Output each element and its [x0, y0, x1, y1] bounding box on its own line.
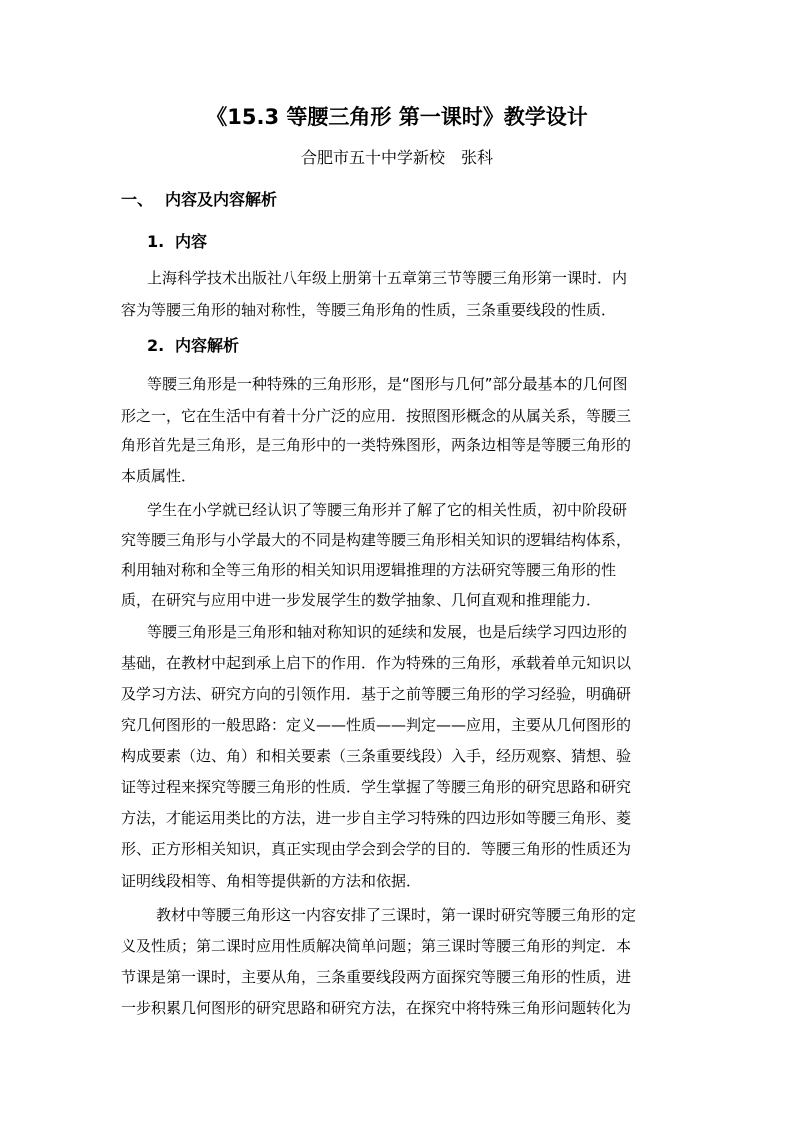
section-heading-1: [121, 185, 277, 215]
paragraph-line: 一步积累几何图形的研究思路和研究方法，在探究中将特殊三角形问题转化为: [121, 999, 632, 1017]
subsection-number: 1.: [147, 232, 165, 251]
paragraph-line: 义及性质；第二课时应用性质解决简单问题；第三课时等腰三角形的判定．本: [121, 937, 632, 955]
paragraph-line: 利用轴对称和全等三角形的相关知识用逻辑推理的方法研究等腰三角形的性: [121, 561, 617, 579]
paragraph-line: 方法，才能运用类比的方法，进一步自主学习特殊的四边形如等腰三角形、菱: [121, 809, 632, 827]
paragraph-line: 证等过程来探究等腰三角形的性质．学生掌握了等腰三角形的研究思路和研究: [121, 778, 632, 796]
paragraph-line: 及学习方法、研究方向的引领作用．基于之前等腰三角形的学习经验，明确研: [121, 685, 632, 703]
paragraph-line: 证明线段相等、角相等提供新的方法和依据．: [121, 872, 422, 890]
section-title: 内容及内容解析: [165, 190, 278, 209]
subsection-heading-content: [147, 227, 207, 257]
paragraph-line: 究等腰三角形与小学最大的不同是构建等腰三角形相关知识的逻辑结构体系，: [121, 531, 632, 549]
subsection-title: 内容解析: [175, 336, 240, 355]
paragraph-line: 教材中等腰三角形这一内容安排了三课时，第一课时研究等腰三角形的定: [156, 906, 637, 924]
paragraph-line: 等腰三角形是三角形和轴对称知识的延续和发展，也是后续学习四边形的: [147, 623, 628, 641]
paragraph-line: 等腰三角形是一种特殊的三角形形，是“图形与几何”部分最基本的几何图: [147, 375, 628, 393]
subsection-title: 内容: [175, 232, 208, 251]
paragraph-line: 上海科学技术出版社八年级上册第十五章第三节等腰三角形第一课时．内: [147, 269, 628, 287]
subsection-heading-analysis: [147, 331, 239, 361]
paragraph-line: 形之一，它在生活中有着十分广泛的应用．按照图形概念的从属关系，等腰三: [121, 407, 632, 425]
author-line: 合肥市五十中学新校 张科: [300, 148, 493, 167]
paragraph-line: 构成要素（边、角）和相关要素（三条重要线段）入手，经历观察、猜想、验: [121, 747, 632, 765]
paragraph-line: 基础，在教材中起到承上启下的作用．作为特殊的三角形，承载着单元知识以: [121, 654, 632, 672]
paragraph-line: 质，在研究与应用中进一步发展学生的数学抽象、几何直观和推理能力．: [121, 591, 602, 609]
paragraph-line: 节课是第一课时，主要从角，三条重要线段两方面探究等腰三角形的性质，进: [121, 968, 632, 986]
paragraph-line: 容为等腰三角形的轴对称性，等腰三角形角的性质，三条重要线段的性质．: [121, 301, 617, 319]
paragraph-line: 形、正方形相关知识，真正实现由学会到会学的目的．等腰三角形的性质还为: [121, 840, 632, 858]
paragraph-line: 角形首先是三角形，是三角形中的一类特殊图形，两条边相等是等腰三角形的: [121, 436, 632, 454]
document-title: 《15.3 等腰三角形 第一课时》教学设计: [206, 105, 588, 129]
subsection-number: 2.: [147, 336, 165, 355]
section-number: 一、: [121, 190, 154, 209]
paragraph-line: 学生在小学就已经认识了等腰三角形并了解了它的相关性质，初中阶段研: [147, 501, 628, 519]
paragraph-line: 究几何图形的一般思路：定义——性质——判定——应用，主要从几何图形的: [121, 716, 632, 734]
paragraph-line: 本质属性．: [121, 467, 197, 485]
